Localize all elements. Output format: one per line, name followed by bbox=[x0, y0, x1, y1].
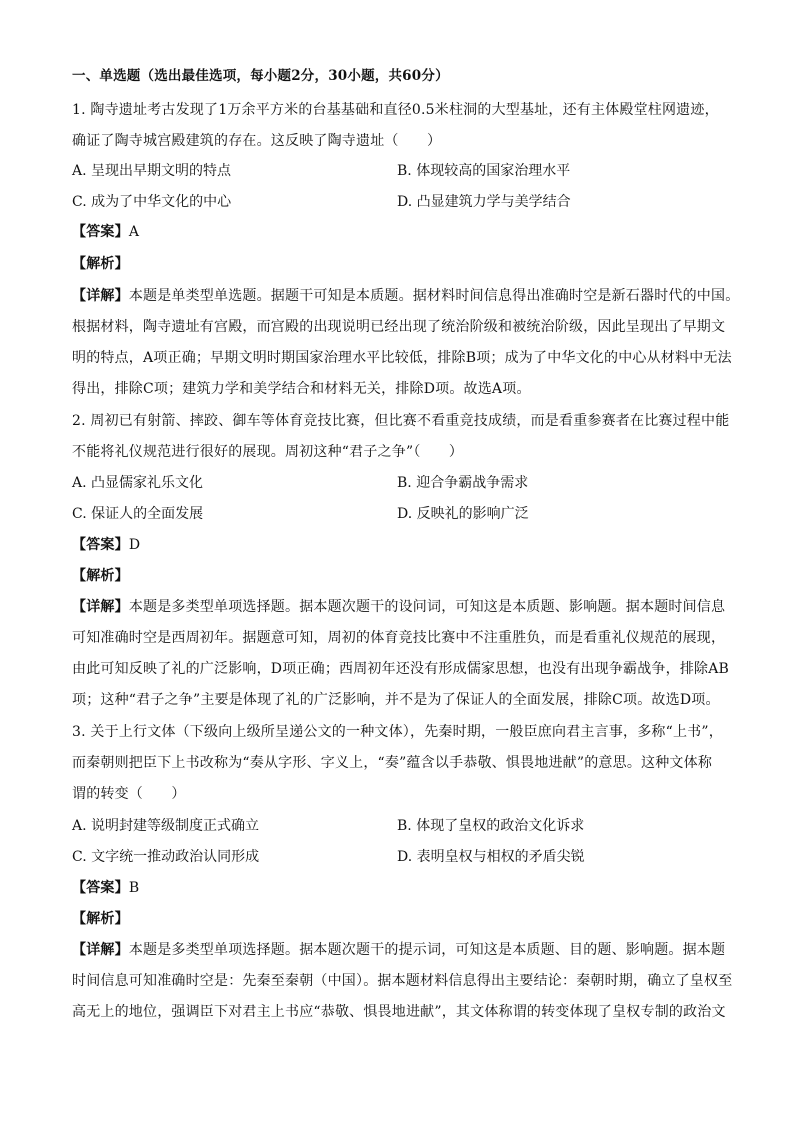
answer-tag: 【答案】 bbox=[72, 224, 129, 240]
q2-option-a: A. 凸显儒家礼乐文化 bbox=[72, 475, 204, 491]
q3-answer bbox=[72, 878, 139, 898]
detail-tag: 【详解】 bbox=[72, 599, 129, 615]
answer-value: D bbox=[128, 537, 141, 553]
q2-detail-line-1 bbox=[72, 597, 725, 617]
q2-option-d: D. 反映礼的影响广泛 bbox=[397, 506, 529, 522]
q1-analysis-tag: 【解析】 bbox=[72, 256, 129, 272]
q3-option-d: D. 表明皇权与相权的矛盾尖锐 bbox=[397, 849, 585, 865]
detail-text: 本题是单类型单选题。据题干可知是本质题。据材料时间信息得出准确时空是新石器时代的中国。 bbox=[128, 288, 740, 304]
detail-tag: 【详解】 bbox=[72, 288, 129, 304]
detail-text: 本题是多类型单项选择题。据本题次题干的提示词，可知这是本质题、目的题、影响题。据本题 bbox=[128, 942, 726, 958]
q3-detail-line-1 bbox=[72, 940, 725, 960]
detail-tag: 【详解】 bbox=[72, 942, 129, 958]
q3-stem-line-2: 而秦朝则把臣下上书改称为“奏从字形、字义上，“奏”蕴含以手恭敬、惧畏地进献”的意思。这种文体称 bbox=[72, 755, 713, 771]
detail-text: 本题是多类型单项选择题。据本题次题干的设问词，可知这是本质题、影响题。据本题时间信息 bbox=[128, 599, 726, 615]
q2-analysis-tag: 【解析】 bbox=[72, 568, 129, 584]
q1-detail-line-4: 得出，排除C项；建筑力学和美学结合和材料无关，排除D项。故选A项。 bbox=[72, 381, 531, 397]
q1-stem-line-1: 1. 陶寺遗址考古发现了1万余平方米的台基基础和直径0.5米柱洞的大型基址，还有主体殿堂柱网遗迹， bbox=[72, 102, 719, 118]
answer-value: B bbox=[128, 880, 140, 896]
q3-detail-line-3: 高无上的地位，强调臣下对君主上书应“恭敬、惧畏地进献”，其文体称谓的转变体现了皇权专制的政治文 bbox=[72, 1004, 726, 1020]
q2-detail-line-3: 由此可知反映了礼的广泛影响，D项正确；西周初年还没有形成儒家思想，也没有出现争霸战争，排除AB bbox=[72, 661, 730, 677]
q2-stem-line-1: 2. 周初已有射箭、摔跤、御车等体育竞技比赛，但比赛不看重竞技成绩，而是看重参赛者在比赛过程中能 bbox=[72, 413, 730, 429]
q1-option-d: D. 凸显建筑力学与美学结合 bbox=[397, 194, 571, 210]
q2-detail-line-4: 项；这种“君子之争”主要是体现了礼的广泛影响，并不是为了保证人的全面发展，排除C项。故选D项。 bbox=[72, 692, 720, 708]
q1-option-b: B. 体现较高的国家治理水平 bbox=[397, 163, 571, 179]
q3-option-a: A. 说明封建等级制度正式确立 bbox=[72, 818, 260, 834]
q2-option-b: B. 迎合争霸战争需求 bbox=[397, 475, 529, 491]
q1-option-a: A. 呈现出早期文明的特点 bbox=[72, 163, 232, 179]
answer-tag: 【答案】 bbox=[72, 537, 129, 553]
q3-detail-line-2: 时间信息可知准确时空是：先秦至秦朝（中国）。据本题材料信息得出主要结论：秦朝时期，确立了皇权至 bbox=[72, 973, 733, 989]
q1-option-c: C. 成为了中华文化的中心 bbox=[72, 194, 232, 210]
q3-analysis-tag: 【解析】 bbox=[72, 911, 129, 927]
q1-detail-line-1 bbox=[72, 286, 739, 306]
q2-detail-line-2: 可知准确时空是西周初年。据题意可知，周初的体育竞技比赛中不注重胜负，而是看重礼仪规范的展现， bbox=[72, 630, 726, 646]
q1-detail-line-2: 根据材料，陶寺遗址有宫殿，而宫殿的出现说明已经出现了统治阶级和被统治阶级，因此呈现出了早期文 bbox=[72, 319, 726, 335]
q3-stem-line-1: 3. 关于上行文体（下级向上级所呈递公文的一种文体），先秦时期，一般臣庶向君主言事，多称“上书”， bbox=[72, 724, 723, 740]
q3-stem-line-3: 谓的转变（ ） bbox=[72, 786, 186, 802]
q1-detail-line-3: 明的特点，A项正确；早期文明时期国家治理水平比较低，排除B项；成为了中华文化的中心从材料中无法 bbox=[72, 350, 732, 366]
q2-answer bbox=[72, 535, 140, 555]
q3-option-c: C. 文字统一推动政治认同形成 bbox=[72, 849, 260, 865]
q1-stem-line-2: 确证了陶寺城宫殿建筑的存在。这反映了陶寺遗址（ ） bbox=[72, 133, 442, 149]
answer-value: A bbox=[128, 224, 140, 240]
q3-option-b: B. 体现了皇权的政治文化诉求 bbox=[397, 818, 585, 834]
section-title: 一、单选题（选出最佳选项，每小题2分，30小题，共60分） bbox=[72, 68, 449, 84]
q2-stem-line-2: 不能将礼仪规范进行很好的展现。周初这种“君子之争”（ ） bbox=[72, 444, 464, 460]
q1-answer bbox=[72, 222, 139, 242]
answer-tag: 【答案】 bbox=[72, 880, 129, 896]
q2-option-c: C. 保证人的全面发展 bbox=[72, 506, 204, 522]
